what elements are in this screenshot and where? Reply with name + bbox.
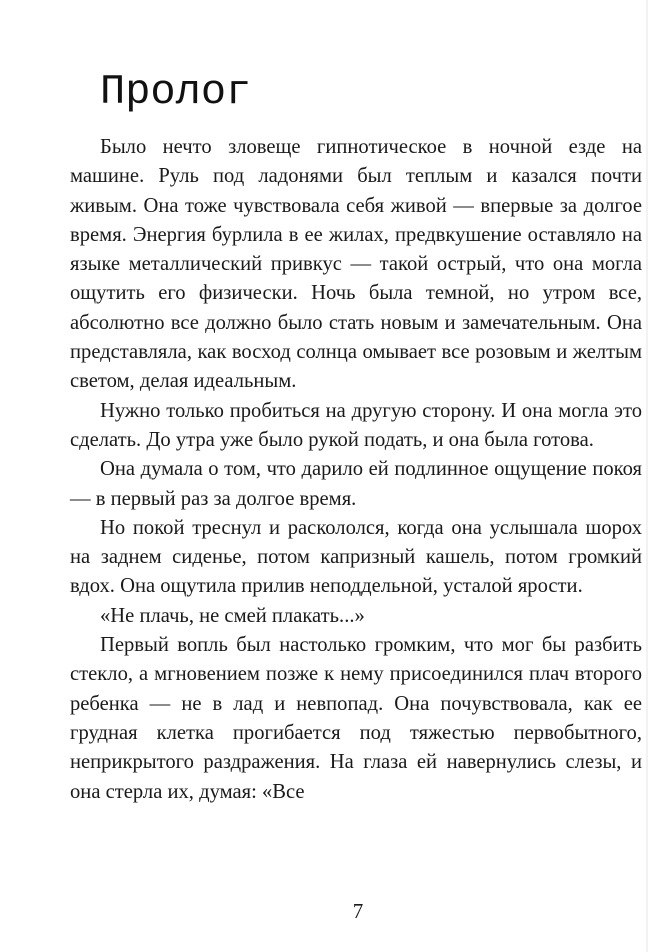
chapter-title: Пролог xyxy=(100,68,252,116)
paragraph-6: Первый вопль был настолько громким, что мог бы разбить стекло, а мгновением позже к нему присоединился плач второго ребенка — не в лад и невпопад. Она почувствовала, как ее грудная клетка прогибается под тяжестью первобытного, неприкрытого раздражения. На глаза ей навернулись слезы, и она стерла их, думая: «Все xyxy=(70,634,642,803)
paragraph-4: Но покой треснул и раскололся, когда она услышала шорох на заднем сиденье, потом капризный кашель, потом громкий вдох. Она ощутила прилив неподдельной, усталой ярости. xyxy=(70,516,642,598)
chapter-body xyxy=(70,133,642,807)
paragraph-5: «Не плачь, не смей плакать...» xyxy=(100,604,365,627)
paragraph-1: Было нечто зловеще гипнотическое в ночной езде на машине. Руль под ладонями был теплым и казался почти живым. Она тоже чувствовала себя живой — впервые за долгое время. Энергия бурлила в ее жилах, предвкушение оставляло на языке металлический привкус — такой острый, что она могла ощутить его физически. Ночь была темной, но утром все, абсолютно все должно было стать новым и замечательным. Она представляла, как восход солнца омывает все розовым и желтым светом, делая идеальным. xyxy=(70,136,642,393)
paragraph-2: Нужно только пробиться на другую сторону. И она могла это сделать. До утра уже было рукой подать, и она была готова. xyxy=(70,399,642,451)
page-number: 7 xyxy=(352,899,364,923)
paragraph-3: Она думала о том, что дарило ей подлинное ощущение покоя — в первый раз за долгое время. xyxy=(70,458,642,510)
